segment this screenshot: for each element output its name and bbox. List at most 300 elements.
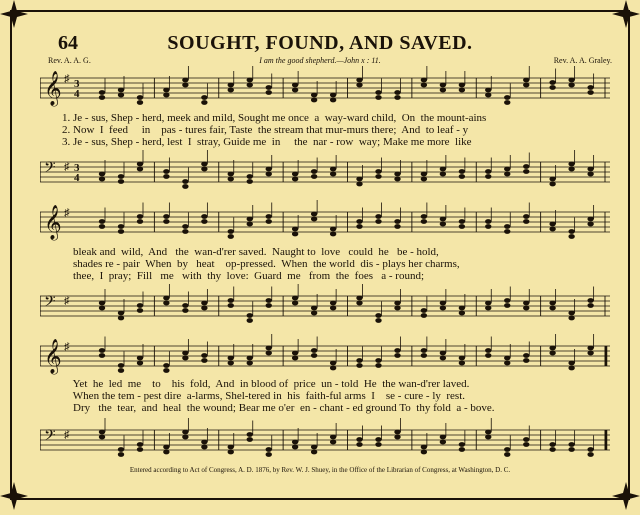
note-head xyxy=(394,353,400,358)
lyric-line-1-1: 1. Je - sus, Shep - herd, meek and mild, Sought me once a way-ward child, On the mount-ains xyxy=(62,112,487,124)
note-head xyxy=(137,214,143,219)
note-head xyxy=(549,306,555,311)
note-head xyxy=(266,346,272,351)
note-head xyxy=(485,174,491,179)
note-head xyxy=(459,88,465,93)
note-head xyxy=(247,437,253,442)
note-head xyxy=(394,306,400,311)
hymn-number: 64 xyxy=(58,32,78,54)
note-head xyxy=(504,229,510,234)
sharp-icon: ♯ xyxy=(64,295,70,307)
note-head xyxy=(421,348,427,353)
note-head xyxy=(330,306,336,311)
note-head xyxy=(356,219,362,224)
note-head xyxy=(201,358,207,363)
note-head xyxy=(485,224,491,229)
note-head xyxy=(504,95,510,100)
note-head xyxy=(549,442,555,447)
note-head xyxy=(201,95,207,100)
note-head xyxy=(459,361,465,366)
note-head xyxy=(99,95,105,100)
note-head xyxy=(587,351,593,356)
note-head xyxy=(330,440,336,445)
note-head xyxy=(163,174,169,179)
note-head xyxy=(549,301,555,306)
note-head xyxy=(311,306,317,311)
note-head xyxy=(99,348,105,353)
note-head xyxy=(568,316,574,321)
time-signature-bottom: 4 xyxy=(74,172,80,184)
note-head xyxy=(421,177,427,182)
note-head xyxy=(99,306,105,311)
note-head xyxy=(118,88,124,93)
note-head xyxy=(504,452,510,457)
note-head xyxy=(266,447,272,452)
sharp-icon: ♯ xyxy=(64,429,70,441)
note-head xyxy=(523,353,529,358)
note-head xyxy=(504,447,510,452)
note-head xyxy=(292,301,298,306)
lyric-line-2-2: shades re - pair When by heat op-pressed. When the world dis - plays her charms, xyxy=(62,258,460,270)
note-head xyxy=(549,177,555,182)
note-head xyxy=(421,445,427,450)
note-head xyxy=(247,174,253,179)
note-head xyxy=(394,348,400,353)
lyric-line-2-1: bleak and wild, And the wan-d'rer saved. Naught to love could he be - hold, xyxy=(62,246,439,258)
note-head xyxy=(356,363,362,368)
note-head xyxy=(421,172,427,177)
note-head xyxy=(292,232,298,237)
note-head xyxy=(356,224,362,229)
note-head xyxy=(182,83,188,88)
note-head xyxy=(587,167,593,172)
note-head xyxy=(228,229,234,234)
note-head xyxy=(549,182,555,187)
note-head xyxy=(163,214,169,219)
note-head xyxy=(228,298,234,303)
note-head xyxy=(549,227,555,232)
note-head xyxy=(485,301,491,306)
note-head xyxy=(330,232,336,237)
note-head xyxy=(247,179,253,184)
note-head xyxy=(163,88,169,93)
bass-clef-icon: 𝄢 xyxy=(44,293,56,314)
note-head xyxy=(568,366,574,371)
note-head xyxy=(485,348,491,353)
note-head xyxy=(459,447,465,452)
note-head xyxy=(118,224,124,229)
note-head xyxy=(292,351,298,356)
note-head xyxy=(137,442,143,447)
note-head xyxy=(459,311,465,316)
note-head xyxy=(421,353,427,358)
note-head xyxy=(163,450,169,455)
note-head xyxy=(485,93,491,98)
treble-staff-1 xyxy=(40,66,610,110)
note-head xyxy=(330,227,336,232)
note-head xyxy=(330,366,336,371)
note-head xyxy=(292,172,298,177)
corner-ornament-top-right xyxy=(612,0,640,28)
note-head xyxy=(485,306,491,311)
treble-clef-icon: 𝄞 xyxy=(44,71,62,106)
note-head xyxy=(504,224,510,229)
note-head xyxy=(201,445,207,450)
note-head xyxy=(330,435,336,440)
lyric-line-3-1: Yet he led me to his fold, And in blood of price un - told He the wan-d'rer laved. xyxy=(62,378,470,390)
note-head xyxy=(247,361,253,366)
time-signature-top: 3 xyxy=(74,78,80,90)
note-head xyxy=(549,222,555,227)
note-head xyxy=(118,179,124,184)
note-head xyxy=(568,442,574,447)
note-head xyxy=(99,177,105,182)
note-head xyxy=(182,229,188,234)
note-head xyxy=(394,90,400,95)
note-head xyxy=(568,234,574,239)
note-head xyxy=(247,318,253,323)
note-head xyxy=(137,356,143,361)
note-head xyxy=(504,361,510,366)
note-head xyxy=(182,78,188,83)
note-head xyxy=(375,313,381,318)
note-head xyxy=(394,95,400,100)
note-head xyxy=(356,83,362,88)
note-head xyxy=(459,224,465,229)
hymn-title: SOUGHT, FOUND, AND SAVED. xyxy=(167,32,473,54)
note-head xyxy=(394,224,400,229)
note-head xyxy=(421,83,427,88)
note-head xyxy=(137,162,143,167)
note-head xyxy=(137,308,143,313)
note-head xyxy=(163,445,169,450)
note-head xyxy=(459,219,465,224)
note-head xyxy=(587,172,593,177)
note-head xyxy=(99,224,105,229)
note-head xyxy=(118,93,124,98)
note-head xyxy=(311,353,317,358)
note-head xyxy=(440,435,446,440)
note-head xyxy=(247,432,253,437)
note-head xyxy=(587,90,593,95)
note-head xyxy=(266,167,272,172)
note-head xyxy=(485,435,491,440)
note-head xyxy=(587,298,593,303)
note-head xyxy=(163,219,169,224)
note-head xyxy=(459,83,465,88)
note-head xyxy=(163,301,169,306)
author-right: Rev. A. A. Graley. xyxy=(553,56,612,65)
corner-ornament-bottom-right xyxy=(612,482,640,510)
note-head xyxy=(201,301,207,306)
sharp-icon: ♯ xyxy=(64,207,70,219)
note-head xyxy=(459,442,465,447)
note-head xyxy=(118,363,124,368)
note-head xyxy=(266,172,272,177)
note-head xyxy=(440,167,446,172)
lyric-line-1-2: 2. Now I feed in pas - tures fair, Taste the stream that mur-murs there; And to leaf - y xyxy=(62,124,469,136)
note-head xyxy=(440,217,446,222)
bass-staff-1 xyxy=(40,150,610,194)
note-head xyxy=(201,306,207,311)
note-head xyxy=(375,358,381,363)
note-head xyxy=(421,308,427,313)
note-head xyxy=(99,90,105,95)
note-head xyxy=(330,361,336,366)
note-head xyxy=(375,437,381,442)
note-head xyxy=(459,306,465,311)
note-head xyxy=(485,169,491,174)
note-head xyxy=(137,219,143,224)
copyright-footer: Entered according to Act of Congress, A. D. 1876, by Rev. W. J. Shuey, in the Office of the Librarian of Congress, at Washington, D. C. xyxy=(129,466,511,474)
scripture-reference: I am the good shepherd.—John x : 11. xyxy=(259,56,381,65)
note-head xyxy=(137,447,143,452)
note-head xyxy=(523,78,529,83)
note-head xyxy=(568,229,574,234)
note-head xyxy=(568,447,574,452)
note-head xyxy=(292,227,298,232)
note-head xyxy=(99,435,105,440)
note-head xyxy=(228,88,234,93)
note-head xyxy=(459,169,465,174)
note-head xyxy=(568,78,574,83)
note-head xyxy=(356,182,362,187)
note-head xyxy=(201,353,207,358)
note-head xyxy=(587,447,593,452)
note-head xyxy=(182,303,188,308)
treble-staff-3 xyxy=(40,334,610,378)
note-head xyxy=(440,301,446,306)
note-head xyxy=(118,174,124,179)
note-head xyxy=(375,90,381,95)
note-head xyxy=(247,222,253,227)
bass-clef-icon: 𝄢 xyxy=(44,159,56,180)
note-head xyxy=(266,303,272,308)
note-head xyxy=(421,78,427,83)
note-head xyxy=(247,217,253,222)
note-head xyxy=(523,437,529,442)
note-head xyxy=(375,318,381,323)
note-head xyxy=(118,447,124,452)
note-head xyxy=(311,212,317,217)
note-head xyxy=(266,85,272,90)
note-head xyxy=(523,214,529,219)
note-head xyxy=(292,440,298,445)
note-head xyxy=(523,442,529,447)
note-head xyxy=(356,78,362,83)
note-head xyxy=(201,167,207,172)
note-head xyxy=(118,368,124,373)
note-head xyxy=(99,172,105,177)
note-head xyxy=(247,313,253,318)
note-head xyxy=(485,219,491,224)
note-head xyxy=(292,88,298,93)
lyric-line-1-3: 3. Je - sus, Shep - herd, lest I stray, Guide me in the nar - row way; Make me more like xyxy=(62,136,472,148)
note-head xyxy=(292,445,298,450)
note-head xyxy=(266,90,272,95)
note-head xyxy=(375,442,381,447)
note-head xyxy=(459,356,465,361)
note-head xyxy=(182,184,188,189)
treble-clef-icon: 𝄞 xyxy=(44,339,62,374)
note-head xyxy=(99,430,105,435)
note-head xyxy=(375,219,381,224)
note-head xyxy=(523,83,529,88)
note-head xyxy=(118,452,124,457)
note-head xyxy=(440,356,446,361)
note-head xyxy=(311,348,317,353)
note-head xyxy=(421,450,427,455)
lyric-line-3-2: When the tem - pest dire a-larms, Shel-tered in his faith-ful arms I se - cure - ly rest. xyxy=(62,390,466,402)
note-head xyxy=(311,217,317,222)
note-head xyxy=(118,229,124,234)
lyric-line-3-3: Dry the tear, and heal the wound; Bear me o'er en - chant - ed ground To thy fold a - bove. xyxy=(62,402,495,414)
note-head xyxy=(440,83,446,88)
corner-ornament-top-left xyxy=(0,0,28,28)
note-head xyxy=(587,85,593,90)
note-head xyxy=(247,78,253,83)
note-head xyxy=(228,234,234,239)
note-head xyxy=(356,296,362,301)
note-head xyxy=(118,316,124,321)
time-signature-bottom: 4 xyxy=(74,88,80,100)
note-head xyxy=(311,93,317,98)
note-head xyxy=(587,346,593,351)
note-head xyxy=(568,83,574,88)
note-head xyxy=(137,100,143,105)
sharp-icon: ♯ xyxy=(64,73,70,85)
note-head xyxy=(485,430,491,435)
note-head xyxy=(163,93,169,98)
note-head xyxy=(228,361,234,366)
note-head xyxy=(549,351,555,356)
note-head xyxy=(163,363,169,368)
note-head xyxy=(292,83,298,88)
note-head xyxy=(587,303,593,308)
note-head xyxy=(311,169,317,174)
note-head xyxy=(504,172,510,177)
note-head xyxy=(440,222,446,227)
note-head xyxy=(375,363,381,368)
note-head xyxy=(504,303,510,308)
note-head xyxy=(485,353,491,358)
note-head xyxy=(459,174,465,179)
note-head xyxy=(523,219,529,224)
note-head xyxy=(523,301,529,306)
note-head xyxy=(228,445,234,450)
note-head xyxy=(421,214,427,219)
sharp-icon: ♯ xyxy=(64,161,70,173)
note-head xyxy=(440,88,446,93)
note-head xyxy=(99,301,105,306)
note-head xyxy=(266,214,272,219)
treble-staff-2 xyxy=(40,200,610,244)
note-head xyxy=(311,174,317,179)
note-head xyxy=(440,172,446,177)
note-head xyxy=(292,356,298,361)
note-head xyxy=(163,169,169,174)
note-head xyxy=(421,219,427,224)
note-head xyxy=(587,222,593,227)
note-head xyxy=(292,177,298,182)
note-head xyxy=(182,356,188,361)
note-head xyxy=(201,214,207,219)
note-head xyxy=(228,303,234,308)
time-signature-top: 3 xyxy=(74,162,80,174)
note-head xyxy=(228,83,234,88)
note-head xyxy=(182,179,188,184)
note-head xyxy=(568,167,574,172)
note-head xyxy=(549,447,555,452)
note-head xyxy=(163,296,169,301)
note-head xyxy=(375,169,381,174)
note-head xyxy=(568,361,574,366)
note-head xyxy=(356,442,362,447)
note-head xyxy=(568,311,574,316)
note-head xyxy=(356,437,362,442)
note-head xyxy=(523,169,529,174)
note-head xyxy=(421,313,427,318)
note-head xyxy=(504,100,510,105)
note-head xyxy=(311,311,317,316)
note-head xyxy=(523,306,529,311)
note-head xyxy=(504,356,510,361)
note-head xyxy=(330,98,336,103)
treble-clef-icon: 𝄞 xyxy=(44,205,62,240)
note-head xyxy=(394,301,400,306)
note-head xyxy=(182,430,188,435)
note-head xyxy=(440,440,446,445)
note-head xyxy=(201,440,207,445)
note-head xyxy=(549,85,555,90)
note-head xyxy=(118,311,124,316)
note-head xyxy=(394,219,400,224)
note-head xyxy=(137,167,143,172)
note-head xyxy=(182,435,188,440)
lyric-line-2-3: thee, I pray; Fill me with thy love: Guard me from the foes a - round; xyxy=(62,270,425,282)
note-head xyxy=(356,301,362,306)
note-head xyxy=(311,450,317,455)
author-left: Rev. A. A. G. xyxy=(48,56,91,65)
note-head xyxy=(356,358,362,363)
note-head xyxy=(523,164,529,169)
note-head xyxy=(549,346,555,351)
note-head xyxy=(137,95,143,100)
note-head xyxy=(228,450,234,455)
corner-ornament-bottom-left xyxy=(0,482,28,510)
note-head xyxy=(266,219,272,224)
note-head xyxy=(182,351,188,356)
note-head xyxy=(587,217,593,222)
bass-staff-3 xyxy=(40,418,610,462)
note-head xyxy=(394,172,400,177)
note-head xyxy=(292,296,298,301)
note-head xyxy=(311,445,317,450)
note-head xyxy=(394,177,400,182)
note-head xyxy=(247,356,253,361)
note-head xyxy=(99,353,105,358)
note-head xyxy=(504,298,510,303)
note-head xyxy=(394,430,400,435)
note-head xyxy=(375,174,381,179)
note-head xyxy=(549,80,555,85)
note-head xyxy=(523,358,529,363)
note-head xyxy=(440,351,446,356)
bass-staff-2 xyxy=(40,284,610,328)
note-head xyxy=(201,219,207,224)
note-head xyxy=(266,298,272,303)
note-head xyxy=(330,172,336,177)
